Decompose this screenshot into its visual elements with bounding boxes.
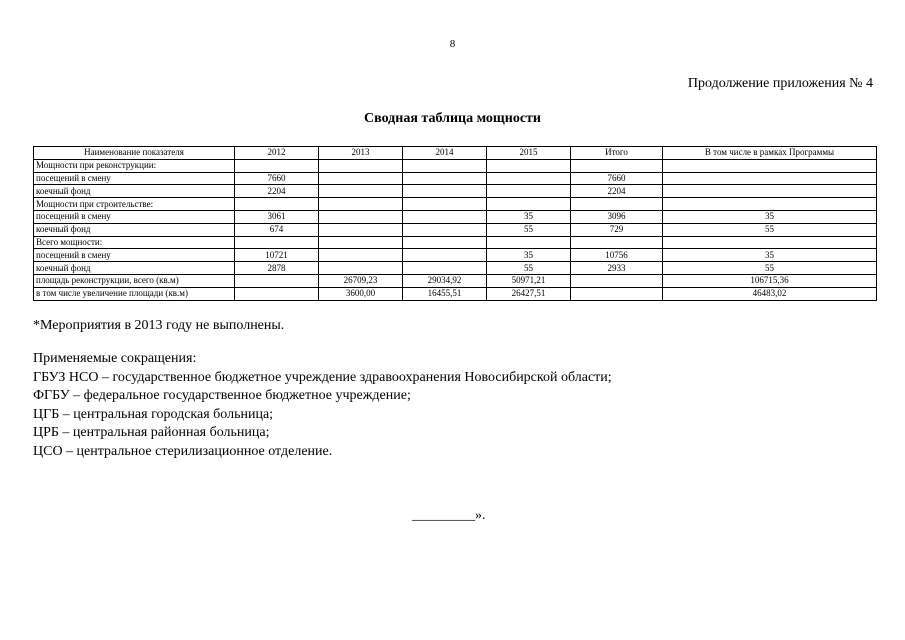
value-cell — [319, 172, 403, 185]
value-cell: 26427,51 — [487, 287, 571, 300]
header-cell: В том числе в рамках Программы — [663, 147, 877, 160]
indicator-name-cell: в том числе увеличение площади (кв.м) — [34, 287, 235, 300]
value-cell — [319, 236, 403, 249]
abbreviation-item: ГБУЗ НСО – государственное бюджетное учреждение здравоохранения Новосибирской области; — [33, 369, 612, 385]
value-cell: 55 — [487, 223, 571, 236]
value-cell — [487, 185, 571, 198]
value-cell — [403, 236, 487, 249]
value-cell — [319, 249, 403, 262]
value-cell — [235, 159, 319, 172]
abbreviation-item: ЦГБ – центральная городская больница; — [33, 406, 274, 422]
value-cell — [403, 172, 487, 185]
value-cell: 35 — [663, 249, 877, 262]
value-cell — [571, 274, 663, 287]
table-row — [34, 210, 877, 223]
value-cell — [663, 172, 877, 185]
indicator-name-cell: коечный фонд — [34, 185, 235, 198]
value-cell: 674 — [235, 223, 319, 236]
value-cell: 55 — [663, 262, 877, 275]
value-cell — [403, 159, 487, 172]
value-cell — [571, 159, 663, 172]
indicator-name-cell: площадь реконструкции, всего (кв.м) — [34, 274, 235, 287]
table-row — [34, 262, 877, 275]
value-cell: 2878 — [235, 262, 319, 275]
value-cell — [235, 236, 319, 249]
value-cell: 10721 — [235, 249, 319, 262]
header-cell: 2014 — [403, 147, 487, 160]
value-cell — [319, 223, 403, 236]
value-cell: 46483,02 — [663, 287, 877, 300]
table-row — [34, 236, 877, 249]
indicator-name-cell: посещений в смену — [34, 249, 235, 262]
table-row — [34, 172, 877, 185]
value-cell: 2933 — [571, 262, 663, 275]
value-cell: 29034,92 — [403, 274, 487, 287]
value-cell — [571, 198, 663, 211]
closing-mark: _________». — [412, 508, 486, 523]
indicator-name-cell: посещений в смену — [34, 210, 235, 223]
table-row — [34, 159, 877, 172]
value-cell: 2204 — [571, 185, 663, 198]
table-header-row — [34, 147, 877, 160]
table-row — [34, 198, 877, 211]
value-cell: 26709,23 — [319, 274, 403, 287]
value-cell — [319, 262, 403, 275]
value-cell: 106715,36 — [663, 274, 877, 287]
value-cell — [319, 198, 403, 211]
value-cell — [403, 223, 487, 236]
value-cell: 55 — [663, 223, 877, 236]
value-cell — [319, 159, 403, 172]
header-cell: Итого — [571, 147, 663, 160]
value-cell — [571, 287, 663, 300]
table-row — [34, 274, 877, 287]
table-row — [34, 249, 877, 262]
value-cell: 7660 — [235, 172, 319, 185]
value-cell — [235, 198, 319, 211]
value-cell — [663, 198, 877, 211]
header-cell: 2012 — [235, 147, 319, 160]
value-cell: 3600,00 — [319, 287, 403, 300]
value-cell: 35 — [663, 210, 877, 223]
footnote: *Мероприятия в 2013 году не выполнены. — [33, 318, 285, 333]
capacity-table — [33, 146, 877, 301]
value-cell — [571, 236, 663, 249]
value-cell: 2204 — [235, 185, 319, 198]
value-cell — [663, 185, 877, 198]
value-cell — [235, 287, 319, 300]
value-cell: 3096 — [571, 210, 663, 223]
value-cell — [487, 159, 571, 172]
value-cell: 55 — [487, 262, 571, 275]
value-cell: 729 — [571, 223, 663, 236]
value-cell: 3061 — [235, 210, 319, 223]
value-cell: 50971,21 — [487, 274, 571, 287]
indicator-name-cell: посещений в смену — [34, 172, 235, 185]
value-cell — [319, 210, 403, 223]
value-cell: 35 — [487, 249, 571, 262]
value-cell — [487, 236, 571, 249]
table-title: Сводная таблица мощности — [364, 111, 541, 126]
indicator-name-cell: Мощности при реконструкции: — [34, 159, 235, 172]
indicator-name-cell: Мощности при строительстве: — [34, 198, 235, 211]
indicator-name-cell: Всего мощности: — [34, 236, 235, 249]
table-row — [34, 223, 877, 236]
value-cell — [403, 198, 487, 211]
value-cell: 10756 — [571, 249, 663, 262]
value-cell — [319, 185, 403, 198]
value-cell — [487, 198, 571, 211]
value-cell — [403, 262, 487, 275]
value-cell: 7660 — [571, 172, 663, 185]
header-cell: 2015 — [487, 147, 571, 160]
value-cell — [663, 236, 877, 249]
value-cell: 16455,51 — [403, 287, 487, 300]
abbreviation-item: ЦРБ – центральная районная больница; — [33, 425, 270, 440]
abbreviation-item: ЦСО – центральное стерилизационное отделение. — [33, 443, 333, 459]
value-cell: 35 — [487, 210, 571, 223]
value-cell — [403, 249, 487, 262]
abbreviations-heading: Применяемые сокращения: — [33, 351, 197, 366]
value-cell — [487, 172, 571, 185]
table-row — [34, 185, 877, 198]
header-cell: 2013 — [319, 147, 403, 160]
table-row — [34, 287, 877, 300]
value-cell — [403, 210, 487, 223]
abbreviation-item: ФГБУ – федеральное государственное бюджетное учреждение; — [33, 388, 411, 403]
appendix-continuation: Продолжение приложения № 4 — [687, 76, 873, 91]
indicator-name-cell: коечный фонд — [34, 262, 235, 275]
header-cell: Наименование показателя — [34, 147, 235, 160]
indicator-name-cell: коечный фонд — [34, 223, 235, 236]
page-number: 8 — [449, 38, 456, 50]
value-cell — [403, 185, 487, 198]
value-cell — [235, 274, 319, 287]
value-cell — [663, 159, 877, 172]
abbreviations-block — [33, 350, 612, 461]
